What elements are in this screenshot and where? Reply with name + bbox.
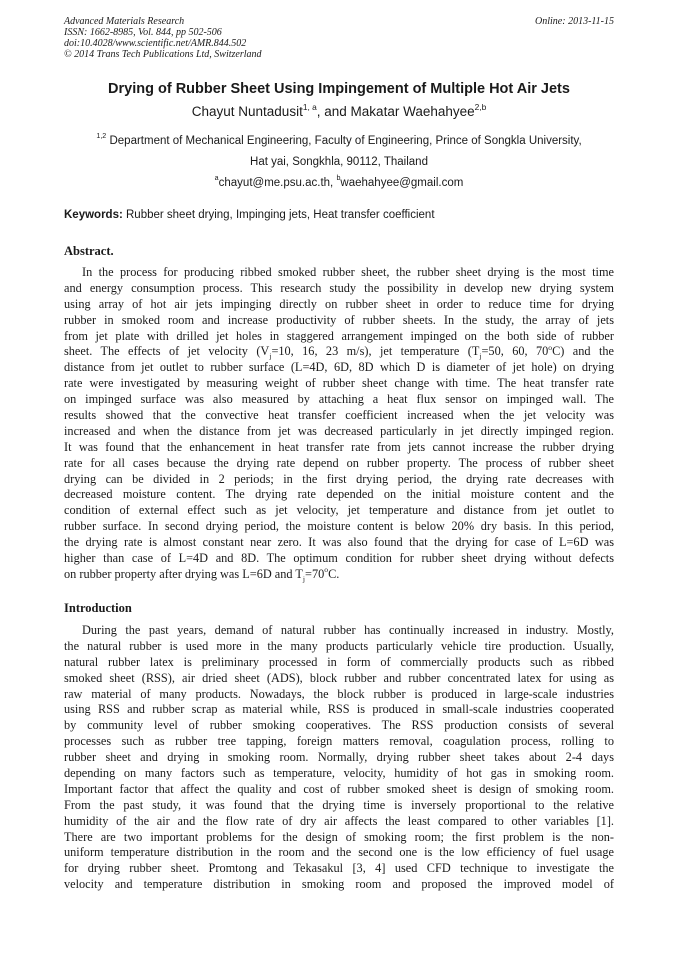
journal-name: Advanced Materials Research <box>64 16 185 27</box>
author-2-sup: 2,b <box>474 101 487 112</box>
issn-line: ISSN: 1662-8985, Vol. 844, pp 502-506 <box>64 27 222 38</box>
intro-line: natural rubber latex is preliminary processed in form of commercially products such as ribbed <box>64 654 614 669</box>
affiliation-line-2: Hat yai, Songkhla, 90112, Thailand <box>250 156 428 168</box>
abstract-line: and energy consumption process. This research study the possibility in develop new drying system <box>64 280 614 295</box>
abstract-line: drying can be divided in 2 periods; in the first drying period, the drying rate decreases with <box>64 471 614 486</box>
intro-line: smoked sheet (RSS), air dried sheet (ADS), block rubber and rubber concentrated latex for using as <box>64 670 614 685</box>
abstract-line-variables: sheet. The effects of jet velocity ($V_j=10$, 16, 23 m/s), jet temperature ($T_j=50$, 60, 70$^o$C) and the <box>64 344 614 361</box>
intro-line: humidity of the air and the flow rate of dry air affects the least compared to other variables [1]. <box>64 813 614 828</box>
intro-line: using RSS and rubber scrap as material while, RSS is produced in small-scale industries cooperated <box>64 702 614 717</box>
intro-line: processes such as rubber tree tapping, foreign matters removal, coagulation process, rolling to <box>64 734 614 749</box>
intro-line: depending on many factors such as temperature, velocity, humidity of hot gas in smoking room. <box>64 766 614 781</box>
intro-line: by community level of rubber smoking cooperatives. The RSS production consists of several <box>64 718 614 733</box>
intro-line: the natural rubber is used more in the many products particularly vehicle tire production. Usually, <box>64 638 614 653</box>
abstract-line: In the process for producing ribbed smoked rubber sheet, the rubber sheet drying is the most time <box>82 265 614 279</box>
keywords-label: Keywords: <box>64 209 123 221</box>
abstract-line: from jet plate with drilled jet holes in staggered arrangement impinged on the both side of rubber <box>64 328 614 343</box>
author-1-sup: 1, a <box>302 101 317 112</box>
intro-line: velocity and temperature distribution in smoking room and proposed the improved model of <box>64 877 614 892</box>
abstract-line: decreased moisture content. The drying rate depended on the initial moisture content and the <box>64 487 614 502</box>
author-list <box>0 101 678 119</box>
intro-line: There are two important problems for the design of smoking room; the first problem is the non- <box>64 829 614 844</box>
doi-line: doi:10.4028/www.scientific.net/AMR.844.502 <box>64 38 247 49</box>
abstract-line: rate for all cases because the drying rate depend on rubber property. The process of rubber sheet <box>64 455 614 470</box>
abstract-line: using array of hot air jets impinging directly on rubber sheet in order to reduce time for drying <box>64 296 614 311</box>
intro-line: Important factor that affect the quality and cost of rubber smoked sheet is design of smoking room. <box>64 781 614 796</box>
abstract-line: the drying rate is almost constant near zero. It was also found that the drying for case of L=6D was <box>64 535 614 550</box>
intro-line: raw material of many products. Nowadays, the block rubber is produced in large-scale industries <box>64 686 614 701</box>
email-a[interactable]: chayut@me.psu.ac.th, <box>218 177 337 189</box>
intro-line: rubber sheet and drying in smoking room. Normally, drying rubber sheet takes about 2-4 days <box>64 750 614 765</box>
abstract-line: distance from jet outlet to rubber surface (L=4D, 6D, 8D which D is diameter of jet hole) on drying <box>64 360 614 375</box>
copyright-line: © 2014 Trans Tech Publications Ltd, Switzerland <box>64 49 262 60</box>
abstract-line: rate were investigated by measuring weight of rubber sheet change with time. The heat transfer rate <box>64 376 614 391</box>
keywords <box>64 209 435 221</box>
affiliation-sup: 1,2 <box>96 132 107 141</box>
online-date: Online: 2013-11-15 <box>535 16 614 27</box>
intro-line: uniform temperature distribution in the room and the second one is the low efficiency of fuel usage <box>64 845 614 860</box>
keywords-text: Rubber sheet drying, Impinging jets, Heat transfer coefficient <box>122 209 435 221</box>
intro-line: for drying rubber sheet. Promtong and Tekasakul [3, 4] used CFD technique to investigate the <box>64 861 614 876</box>
abstract-line: It was found that the enhancement in heat transfer rate from jets cannot increase the rubber drying <box>64 439 614 454</box>
abstract-line: results showed that the convective heat transfer coefficient increased when the jet velocity was <box>64 408 614 423</box>
abstract-line-last: on rubber property after drying was L=6D and $T_j=70^oC$. <box>64 566 340 583</box>
intro-line: During the past years, demand of natural rubber has continually increased in industry. Mostly, <box>82 623 614 637</box>
introduction-heading: Introduction <box>64 601 132 615</box>
affiliation <box>0 131 678 194</box>
abstract-line: rubber in smoked room and increase productivity of rubber sheets. In the study, the array of jets <box>64 312 614 327</box>
abstract-heading: Abstract. <box>64 244 114 258</box>
abstract-line: condition of external effect such as jet velocity, jet temperature and distance from jet outlet to <box>64 503 614 518</box>
email-b[interactable]: waehahyee@gmail.com <box>340 177 464 189</box>
author-1: Chayut Nuntadusit <box>191 104 303 119</box>
affiliation-line-1: Department of Mechanical Engineering, Faculty of Engineering, Prince of Songkla University, <box>109 135 582 147</box>
intro-line: From the past study, it was found that the drying time is inversely proportional to the relative <box>64 797 614 812</box>
author-2: , and Makatar Waehahyee <box>316 104 475 119</box>
paper-title: Drying of Rubber Sheet Using Impingement of Multiple Hot Air Jets <box>108 81 570 97</box>
abstract-line: on impinged surface was also measured by attaching a heat flux sensor on impinged wall. The <box>64 392 614 407</box>
introduction-body <box>64 623 614 893</box>
publication-info <box>64 16 262 60</box>
abstract-line: higher than case of L=4D and 8D. The optimum condition for rubber sheet drying without defects <box>64 551 614 566</box>
abstract-line: increased and when the distance from jet was decreased particularly in jet directly impinged region. <box>64 423 614 438</box>
author-emails: $^a$chayut@me.psu.ac.th, $^b$waehahyee@gmail.com <box>214 174 464 189</box>
abstract-body <box>64 265 614 583</box>
abstract-line: rubber surface. In second drying period, the moisture content is below 20% dry basis. In this period, <box>64 519 614 534</box>
